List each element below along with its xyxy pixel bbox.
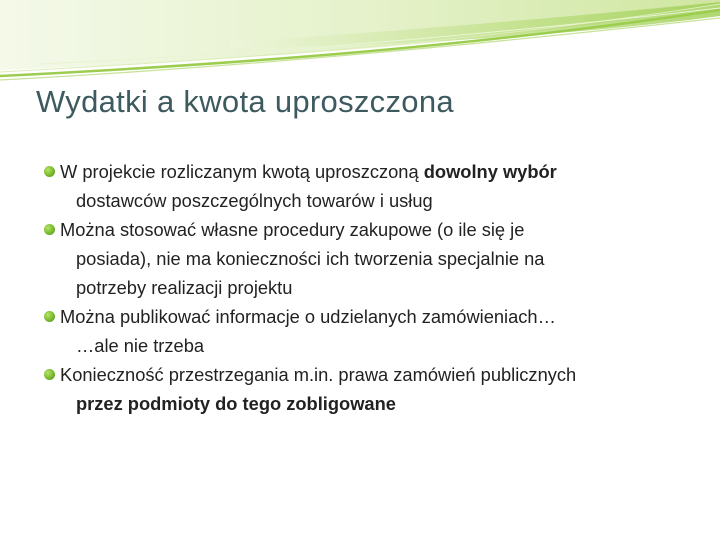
bullet-text bbox=[60, 360, 694, 418]
bullet-segment: …ale nie trzeba bbox=[76, 335, 205, 356]
bullet-item bbox=[44, 215, 694, 302]
bullet-text bbox=[60, 302, 694, 360]
bullet-line bbox=[60, 186, 694, 215]
bullet-segment: Można stosować własne procedury zakupowe (o ile się je bbox=[60, 219, 525, 240]
bullet-segment: W projekcie rozliczanym kwotą uproszczoną bbox=[60, 161, 424, 182]
bullet-line bbox=[60, 302, 694, 331]
bullet-list bbox=[44, 157, 694, 418]
bullet-line bbox=[60, 360, 694, 389]
bullet-line bbox=[60, 215, 694, 244]
bullet-text bbox=[60, 157, 694, 215]
bullet-line bbox=[60, 331, 694, 360]
slide-title: Wydatki a kwota uproszczona bbox=[36, 84, 454, 119]
bullet-line bbox=[60, 389, 694, 418]
bullet-segment: posiada), nie ma konieczności ich tworzenia specjalnie na bbox=[76, 248, 545, 269]
bullet-item bbox=[44, 157, 694, 215]
bullet-line bbox=[60, 244, 694, 273]
bullet-segment: dostawców poszczególnych towarów i usług bbox=[76, 190, 433, 211]
bullet-dot-icon bbox=[44, 166, 55, 177]
bullet-text bbox=[60, 215, 694, 302]
bullet-item bbox=[44, 302, 694, 360]
bullet-segment: potrzeby realizacji projektu bbox=[76, 277, 293, 298]
bullet-segment: Można publikować informacje o udzielanych zamówieniach… bbox=[60, 306, 556, 327]
bullet-dot-icon bbox=[44, 311, 55, 322]
bullet-dot-icon bbox=[44, 224, 55, 235]
bullet-line bbox=[60, 157, 694, 186]
bullet-item bbox=[44, 360, 694, 418]
bullet-bold-text: dowolny wybór bbox=[423, 161, 557, 182]
bullet-dot-icon bbox=[44, 369, 55, 380]
bullet-segment: Konieczność przestrzegania m.in. prawa zamówień publicznych bbox=[60, 364, 577, 385]
bullet-bold-text: przez podmioty do tego zobligowane bbox=[76, 393, 396, 414]
bullet-line bbox=[60, 273, 694, 302]
